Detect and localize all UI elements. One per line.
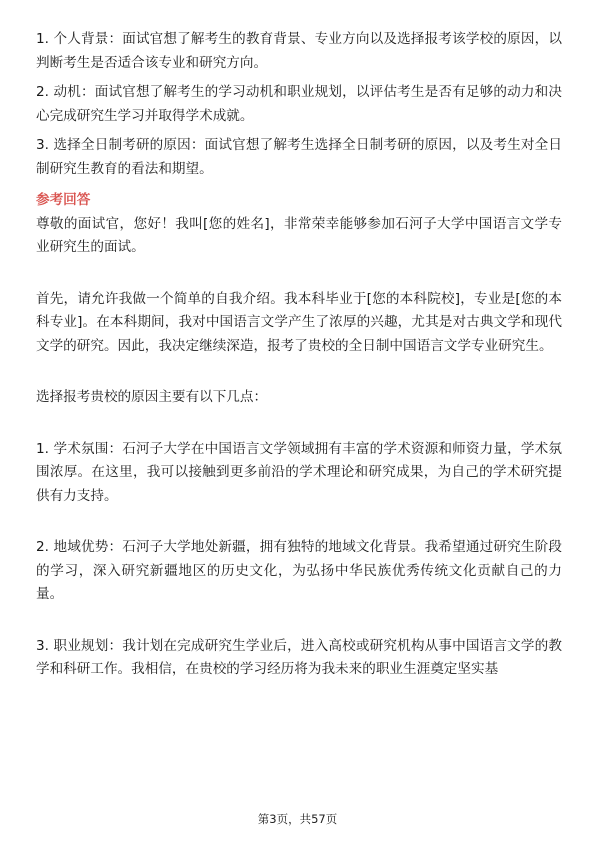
answer-reason-academic: 1. 学术氛围：石河子大学在中国语言文学领域拥有丰富的学术资源和师资力量，学术氛围浓厚。在这里，我可以接触到更多前沿的学术理论和研究成果，为自己的学术研究提供有力支持。 bbox=[36, 440, 562, 504]
answer-intro: 首先，请允许我做一个简单的自我介绍。我本科毕业于[您的本科院校]，专业是[您的本科专业]。在本科期间，我对中国语言文学产生了浓厚的兴趣，尤其是对古典文学和现代文学的研究。因此，我决定继续深造，报考了贵校的全日制中国语言文学专业研究生。 bbox=[36, 290, 562, 354]
answer-heading: 参考回答 bbox=[36, 192, 91, 208]
answer-reason-career: 3. 职业规划：我计划在完成研究生学业后，进入高校或研究机构从事中国语言文学的教学和科研工作。我相信，在贵校的学习经历将为我未来的职业生涯奠定坚实基 bbox=[36, 637, 562, 677]
question-background: 1. 个人背景：面试官想了解考生的教育背景、专业方向以及选择报考该学校的原因，以判断考生是否适合该专业和研究方向。 bbox=[36, 31, 562, 71]
answer-greeting: 尊敬的面试官，您好！我叫[您的姓名]，非常荣幸能够参加石河子大学中国语言文学专业研究生的面试。 bbox=[36, 215, 562, 255]
document-page bbox=[36, 28, 562, 688]
page-number-footer: 第3页，共57页 bbox=[257, 812, 338, 826]
answer-reason-region: 2. 地域优势：石河子大学地处新疆，拥有独特的地域文化背景。我希望通过研究生阶段的学习，深入研究新疆地区的历史文化，为弘扬中华民族优秀传统文化贡献自己的力量。 bbox=[36, 539, 562, 602]
answer-reasons-lead: 选择报考贵校的原因主要有以下几点： bbox=[36, 389, 268, 405]
question-fulltime-reason: 3. 选择全日制考研的原因：面试官想了解考生选择全日制考研的原因，以及考生对全日制研究生教育的看法和期望。 bbox=[36, 137, 562, 177]
question-motivation: 2. 动机：面试官想了解考生的学习动机和职业规划，以评估考生是否有足够的动力和决心完成研究生学习并取得学术成就。 bbox=[36, 84, 562, 124]
